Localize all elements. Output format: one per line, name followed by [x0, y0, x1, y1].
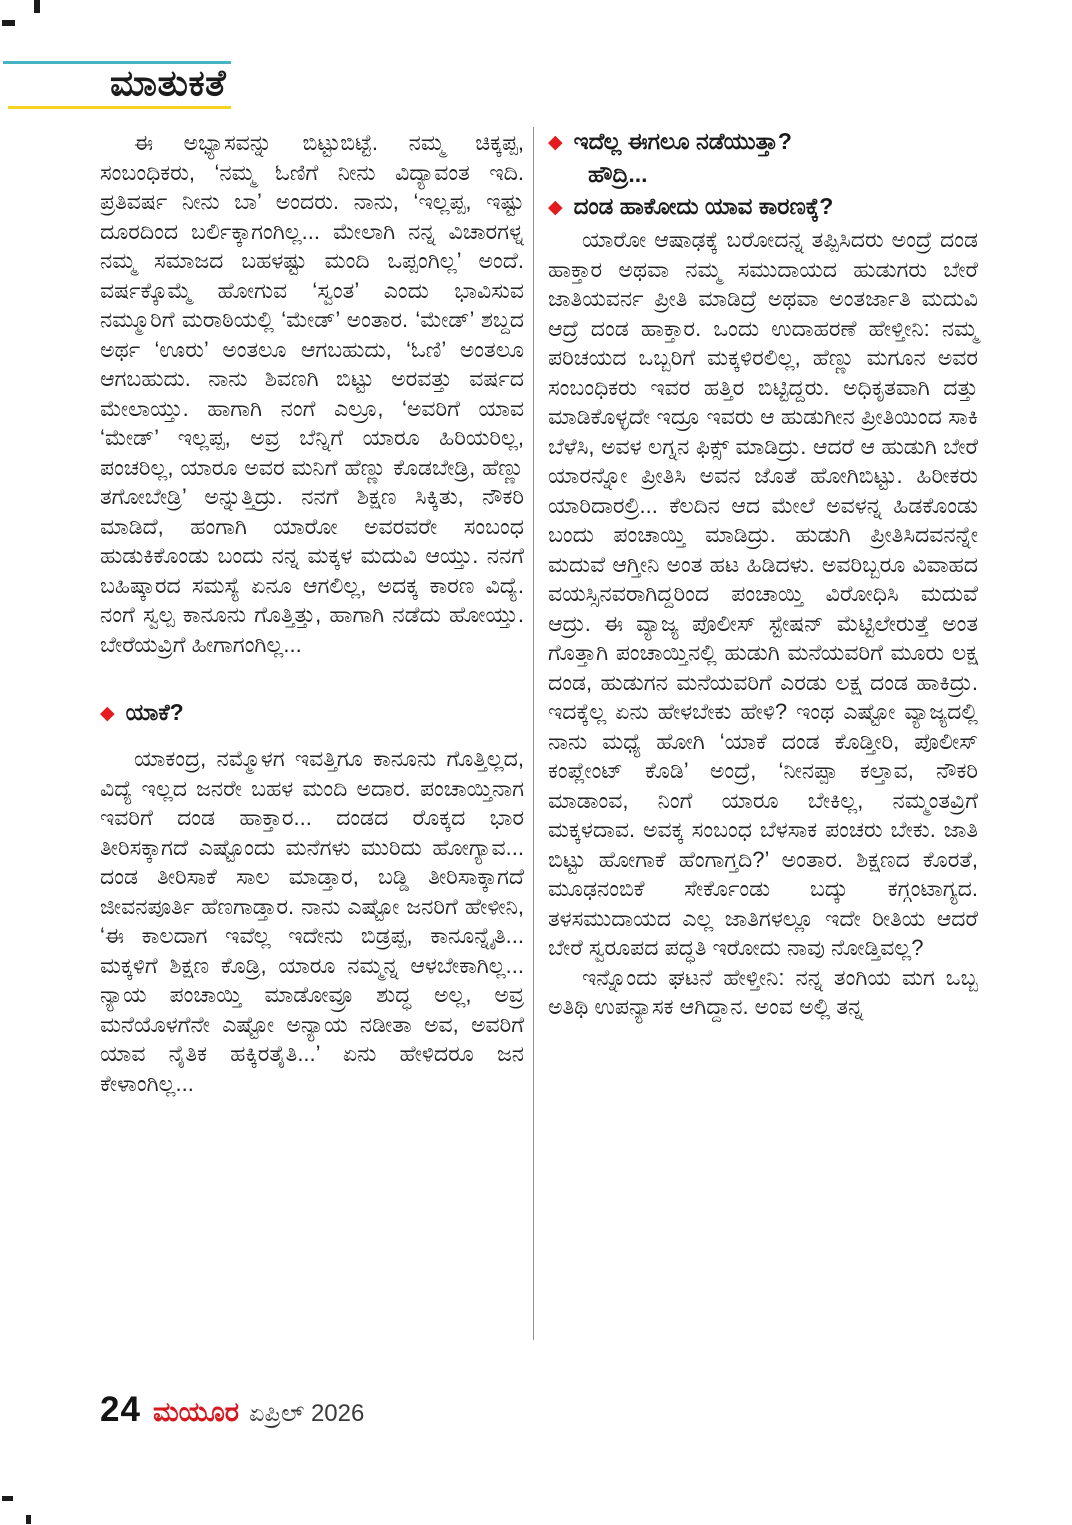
registration-mark-bottom-dash — [2, 1496, 13, 1501]
section-heading-label: ಯಾಕೆ? — [125, 699, 184, 725]
issue-date: ಏಪ್ರಿಲ್ 2026 — [249, 1400, 365, 1427]
registration-mark-top-tick — [34, 0, 40, 13]
paragraph: ಯಾಕಂದ್ರ, ನಮ್ಮೊಳಗ ಇವತ್ತಿಗೂ ಕಾನೂನು ಗೊತ್ತಿಲ್ಲದ, ವಿದ್ಯೆ ಇಲ್ಲದ ಜನರೇ ಬಹಳ ಮಂದಿ ಅದಾರ. ಪಂಚಾಯ್ತಿನಾಗ ಇವರಿಗೆ ದಂಡ ಹಾಕ್ತಾರ... ದಂಡದ ರೊಕ್ಕದ ಭಾರ ತೀರಿಸಕ್ಕಾಗದೆ ಎಷ್ಟೊಂದು ಮನೆಗಳು ಮುರಿದು ಹೋಗ್ಯಾವ... ದಂಡ ತೀರಿಸಾಕೆ ಸಾಲ ಮಾಡ್ತಾರ, ಬಡ್ಡಿ ತೀರಿಸಾಕ್ಕಾಗದೆ ಜೀವನಪೂರ್ತಿ ಹೆಣಗಾಡ್ತಾರ. ನಾನು ಎಷ್ಟೋ ಜನರಿಗೆ ಹೇಳೀನಿ, ‘ಈ ಕಾಲದಾಗ ಇವೆಲ್ಲ ಇದೇನು ಬಿಡ್ರಪ್ಪ, ಕಾನೂನ್ನೈತಿ... ಮಕ್ಕಳಿಗೆ ಶಿಕ್ಷಣ ಕೊಡ್ರಿ, ಯಾರೂ ನಮ್ಮನ್ನ ಆಳಬೇಕಾಗಿಲ್ಲ... ನ್ಯಾಯ ಪಂಚಾಯ್ತಿ ಮಾಡೋವ್ರೂ ಶುದ್ಧ ಅಲ್ಲ, ಅವ್ರ ಮನೆಯೊಳಗೆನೇ ಎಷ್ಟೋ ಅನ್ಯಾಯ ನಡೀತಾ ಅವ, ಅವರಿಗೆ ಯಾವ ನೈತಿಕ ಹಕ್ಕಿರತೈತಿ...’ ಏನು ಹೇಳಿದರೂ ಜನ ಕೇಳಾಂಗಿಲ್ಲ... — [100, 746, 524, 1096]
diamond-bullet-icon: ◆ — [548, 132, 563, 153]
page-number: 24 — [100, 1390, 141, 1429]
paragraph: ಈ ಅಭ್ಯಾಸವನ್ನು ಬಿಟ್ಟುಬಿಟ್ಟೆ. ನಮ್ಮ ಚಿಕ್ಕಪ್ಪ, ಸಂಬಂಧಿಕರು, ‘ನಮ್ಮ ಓಣಿಗೆ ನೀನು ವಿದ್ಯಾವಂತ ಇದಿ. ಪ್ರತಿವರ್ಷ ನೀನು ಬಾ’ ಅಂದರು. ನಾನು, ‘ಇಲ್ಲಪ್ಪ, ಇಷ್ಟು ದೂರದಿಂದ ಬರ್ಲಿಕ್ಕಾಗಂಗಿಲ್ಲ... ಮೇಲಾಗಿ ನನ್ನ ವಿಚಾರಗಳ್ನ ನಮ್ಮ ಸಮಾಜದ ಬಹಳಷ್ಟು ಮಂದಿ ಒಪ್ಪಂಗಿಲ್ಲ’ ಅಂದೆ. ವರ್ಷಕ್ಕೊಮ್ಮೆ ಹೋಗುವ ‘ಸ್ವಂತ’ ಎಂದು ಭಾವಿಸುವ ನಮ್ಮೂರಿಗೆ ಮರಾಠಿಯಲ್ಲಿ ‘ಮೇಡ್’ ಅಂತಾರ. ‘ಮೇಡ್’ ಶಬ್ದದ ಅರ್ಥ ‘ಊರು’ ಅಂತಲೂ ಆಗಬಹುದು, ‘ಓಣಿ’ ಅಂತಲೂ ಆಗಬಹುದು. ನಾನು ಶಿವಣಗಿ ಬಿಟ್ಟು ಅರವತ್ತು ವರ್ಷದ ಮೇಲಾಯ್ತು. ಹಾಗಾಗಿ ನಂಗೆ ಎಲ್ರೂ, ‘ಅವರಿಗೆ ಯಾವ ‘ಮೇಡ್’ ಇಲ್ಲಪ್ಪ, ಅವ್ರ ಬೆನ್ನಿಗೆ ಯಾರೂ ಹಿರಿಯರಿಲ್ಲ, ಪಂಚರಿಲ್ಲ, ಯಾರೂ ಅವರ ಮನಿಗೆ ಹೆಣ್ಣು ಕೊಡಬೇಡ್ರಿ, ಹೆಣ್ಣು ತಗೋಬೇಡ್ರಿ’ ಅನ್ನುತ್ತಿದ್ರು. ನನಗೆ ಶಿಕ್ಷಣ ಸಿಕ್ಕಿತು, ನೌಕರಿ ಮಾಡಿದೆ, ಹಂಗಾಗಿ ಯಾರೋ ಅವರವರೇ ಸಂಬಂಧ ಹುಡುಕಿಕೊಂಡು ಬಂದು ನನ್ನ ಮಕ್ಕಳ ಮದುವಿ ಆಯ್ತು. ನನಗೆ ಬಹಿಷ್ಕಾರದ ಸಮಸ್ಯೆ ಏನೂ ಆಗಲಿಲ್ಲ, ಅದಕ್ಕ ಕಾರಣ ವಿದ್ಯೆ. ನಂಗೆ ಸ್ವಲ್ಪ ಕಾನೂನು ಗೊತ್ತಿತ್ತು, ಹಾಗಾಗಿ ನಡೆದು ಹೋಯ್ತು. ಬೇರೆಯವ್ರಿಗೆ ಹೀಗಾಗಂಗಿಲ್ಲ... — [100, 130, 524, 657]
page-title: ಮಾತುಕತೆ — [110, 62, 227, 103]
right-column — [548, 128, 978, 1022]
magazine-logo-text: ಮಯೂರ — [152, 1397, 240, 1427]
question-label: ದಂಡ ಹಾಕೋದು ಯಾವ ಕಾರಣಕ್ಕೆ? — [573, 193, 834, 219]
question-heading-1 — [548, 128, 978, 155]
diamond-bullet-icon: ◆ — [100, 703, 115, 724]
answer-text: ಹೌದ್ರಿ... — [588, 161, 648, 187]
header-rule-bottom — [8, 106, 231, 109]
page-footer — [100, 1390, 364, 1430]
section-heading-why — [100, 699, 524, 726]
paragraph: ಯಾರೋ ಆಷಾಢಕ್ಕೆ ಬರೋದನ್ನ ತಪ್ಪಿಸಿದರು ಅಂದ್ರೆ ದಂಡ ಹಾಕ್ತಾರ ಅಥವಾ ನಮ್ಮ ಸಮುದಾಯದ ಹುಡುಗರು ಬೇರೆ ಜಾತಿಯವರ್ನ ಪ್ರೀತಿ ಮಾಡಿದ್ರೆ ಅಥವಾ ಅಂತರ್ಜಾತಿ ಮದುವಿ ಆದ್ರೆ ದಂಡ ಹಾಕ್ತಾರ. ಒಂದು ಉದಾಹರಣೆ ಹೇಳ್ತೀನಿ: ನಮ್ಮ ಪರಿಚಯದ ಒಬ್ಬರಿಗೆ ಮಕ್ಕಳಿರಲಿಲ್ಲ, ಹೆಣ್ಣು ಮಗೂನ ಅವರ ಸಂಬಂಧಿಕರು ಇವರ ಹತ್ತಿರ ಬಿಟ್ಟಿದ್ದರು. ಅಧಿಕೃತವಾಗಿ ದತ್ತು ಮಾಡಿಕೊಳ್ಳದೇ ಇದ್ರೂ ಇವರು ಆ ಹುಡುಗೀನ ಪ್ರೀತಿಯಿಂದ ಸಾಕಿ ಬೆಳೆಸಿ, ಅವಳ ಲಗ್ನನ ಫಿಕ್ಸ್ ಮಾಡಿದ್ರು. ಆದರೆ ಆ ಹುಡುಗಿ ಬೇರೆ ಯಾರನ್ನೋ ಪ್ರೀತಿಸಿ ಅವನ ಜೊತೆ ಹೋಗಿಬಿಟ್ಟು. ಹಿರೀಕರು ಯಾರಿದಾರಲ್ರಿ... ಕೆಲದಿನ ಆದ ಮೇಲೆ ಅವಳನ್ನ ಹಿಡಕೊಂಡು ಬಂದು ಪಂಚಾಯ್ತಿ ಮಾಡಿದ್ರು. ಹುಡುಗಿ ಪ್ರೀತಿಸಿದವನನ್ನೇ ಮದುವೆ ಆಗ್ತೀನಿ ಅಂತ ಹಟ ಹಿಡಿದಳು. ಅವರಿಬ್ಬರೂ ವಿವಾಹದ ವಯಸ್ಸಿನವರಾಗಿದ್ದರಿಂದ ಪಂಚಾಯ್ತಿ ವಿರೋಧಿಸಿ ಮದುವೆ ಆದ್ರು. ಈ ವ್ಯಾಜ್ಯ ಪೊಲೀಸ್ ಸ್ಟೇಷನ್ ಮೆಟ್ಟಿಲೇರುತ್ತೆ ಅಂತ ಗೊತ್ತಾಗಿ ಪಂಚಾಯ್ತಿನಲ್ಲಿ ಹುಡುಗಿ ಮನೆಯವರಿಗೆ ಮೂರು ಲಕ್ಷ ದಂಡ, ಹುಡುಗನ ಮನೆಯವರಿಗೆ ಎರಡು ಲಕ್ಷ ದಂಡ ಹಾಕಿದ್ರು. ಇದಕ್ಕೆಲ್ಲ ಏನು ಹೇಳಬೇಕು ಹೇಳಿ? ಇಂಥ ಎಷ್ಟೋ ವ್ಯಾಜ್ಯದಲ್ಲಿ ನಾನು ಮಧ್ಯೆ ಹೋಗಿ ‘ಯಾಕೆ ದಂಡ ಕೊಡ್ತೀರಿ, ಪೊಲೀಸ್ ಕಂಪ್ಲೇಂಟ್ ಕೊಡಿ’ ಅಂದ್ರೆ, ‘ನೀನಪ್ಪಾ ಕಲ್ತಾವ, ನೌಕರಿ ಮಾಡಾಂವ, ನಿಂಗೆ ಯಾರೂ ಬೇಕಿಲ್ಲ, ನಮ್ಮಂತವ್ರಿಗೆ ಮಕ್ಕಳದಾವ. ಅವಕ್ಕ ಸಂಬಂಧ ಬೆಳಸಾಕ ಪಂಚರು ಬೇಕು. ಜಾತಿ ಬಿಟ್ಟು ಹೋಗಾಕೆ ಹೆಂಗಾಗ್ತದಿ?’ ಅಂತಾರ. ಶಿಕ್ಷಣದ ಕೊರತೆ, ಮೂಢನಂಬಿಕೆ ಸೇರ್ಕೊಂಡು ಬದ್ಕು ಕಗ್ಗಂಟಾಗ್ಯದ. ತಳಸಮುದಾಯದ ಎಲ್ಲ ಜಾತಿಗಳಲ್ಲೂ ಇದೇ ರೀತಿಯ ಆದರೆ ಬೇರೆ ಸ್ವರೂಪದ ಪದ್ಧತಿ ಇರೋದು ನಾವು ನೋಡ್ತಿವಲ್ಲ? — [548, 227, 978, 960]
registration-mark-bottom-tick — [26, 1515, 31, 1524]
registration-mark-top-dash — [2, 20, 15, 26]
left-column — [100, 128, 524, 1098]
diamond-bullet-icon: ◆ — [548, 197, 563, 218]
question-label: ಇದೆಲ್ಲ ಈಗಲೂ ನಡೆಯುತ್ತಾ? — [573, 128, 792, 154]
column-divider — [533, 127, 534, 1340]
question-heading-2 — [548, 193, 978, 220]
paragraph: ಇನ್ನೊಂದು ಘಟನೆ ಹೇಳ್ತೀನಿ: ನನ್ನ ತಂಗಿಯ ಮಗ ಒಬ್ಬ ಅತಿಥಿ ಉಪನ್ಯಾಸಕ ಆಗಿದ್ದಾನ. ಅಂವ ಅಲ್ಲಿ ತನ್ನ — [548, 964, 978, 1019]
